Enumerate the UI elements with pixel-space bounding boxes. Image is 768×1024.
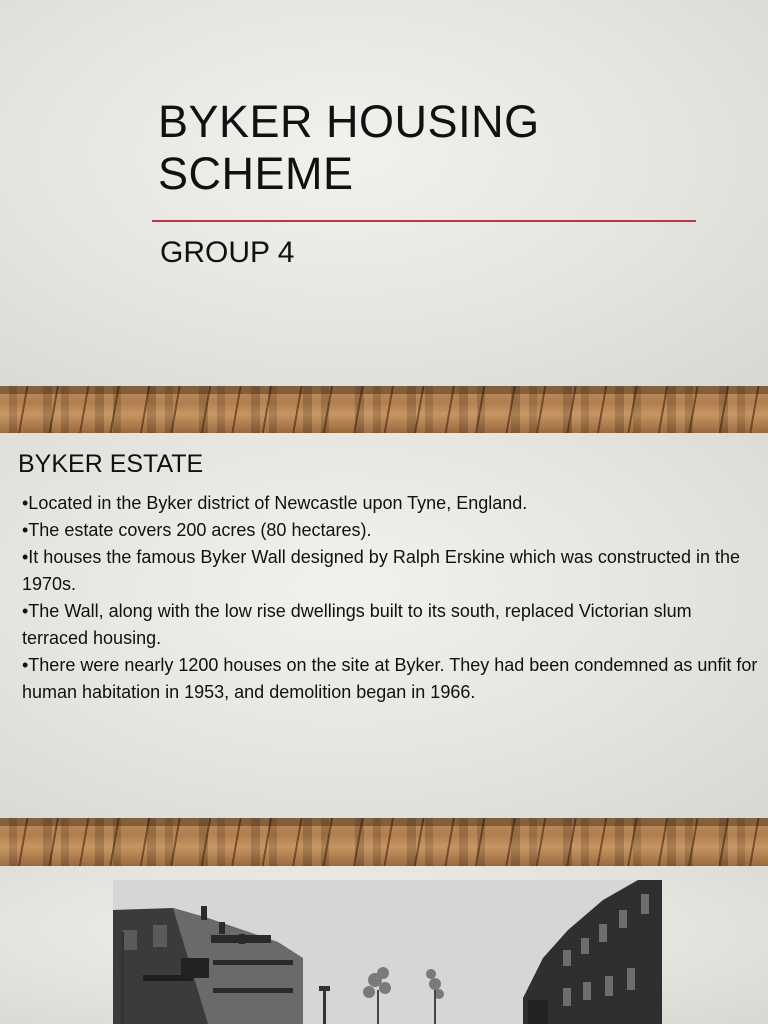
bullet-item: •It houses the famous Byker Wall designed by Ralph Erskine which was constructed in the 1970s. (22, 547, 740, 594)
slide-title (158, 96, 540, 200)
wood-floor-divider (0, 818, 768, 866)
title-slide (0, 0, 768, 386)
slide-title-line-2: SCHEME (158, 148, 354, 199)
slide-subtitle: GROUP 4 (160, 236, 295, 269)
housing-estate-photo (113, 880, 662, 1024)
title-divider (152, 220, 696, 222)
bullet-item: •There were nearly 1200 houses on the site at Byker. They had been condemned as unfit for human habitation in 1953, and demolition began in 1966. (22, 655, 758, 702)
bullet-item: •Located in the Byker district of Newcastle upon Tyne, England. (22, 493, 528, 513)
content-slide (0, 433, 768, 818)
bullet-item: •The Wall, along with the low rise dwellings built to its south, replaced Victorian slum terraced housing. (22, 601, 692, 648)
bullet-item: •The estate covers 200 acres (80 hectares). (22, 520, 372, 540)
photo-illustration (113, 880, 662, 1024)
slide-title-line-1: BYKER HOUSING (158, 96, 540, 147)
section-heading: BYKER ESTATE (18, 450, 204, 478)
bullet-list (22, 490, 758, 706)
wood-floor-divider (0, 386, 768, 433)
